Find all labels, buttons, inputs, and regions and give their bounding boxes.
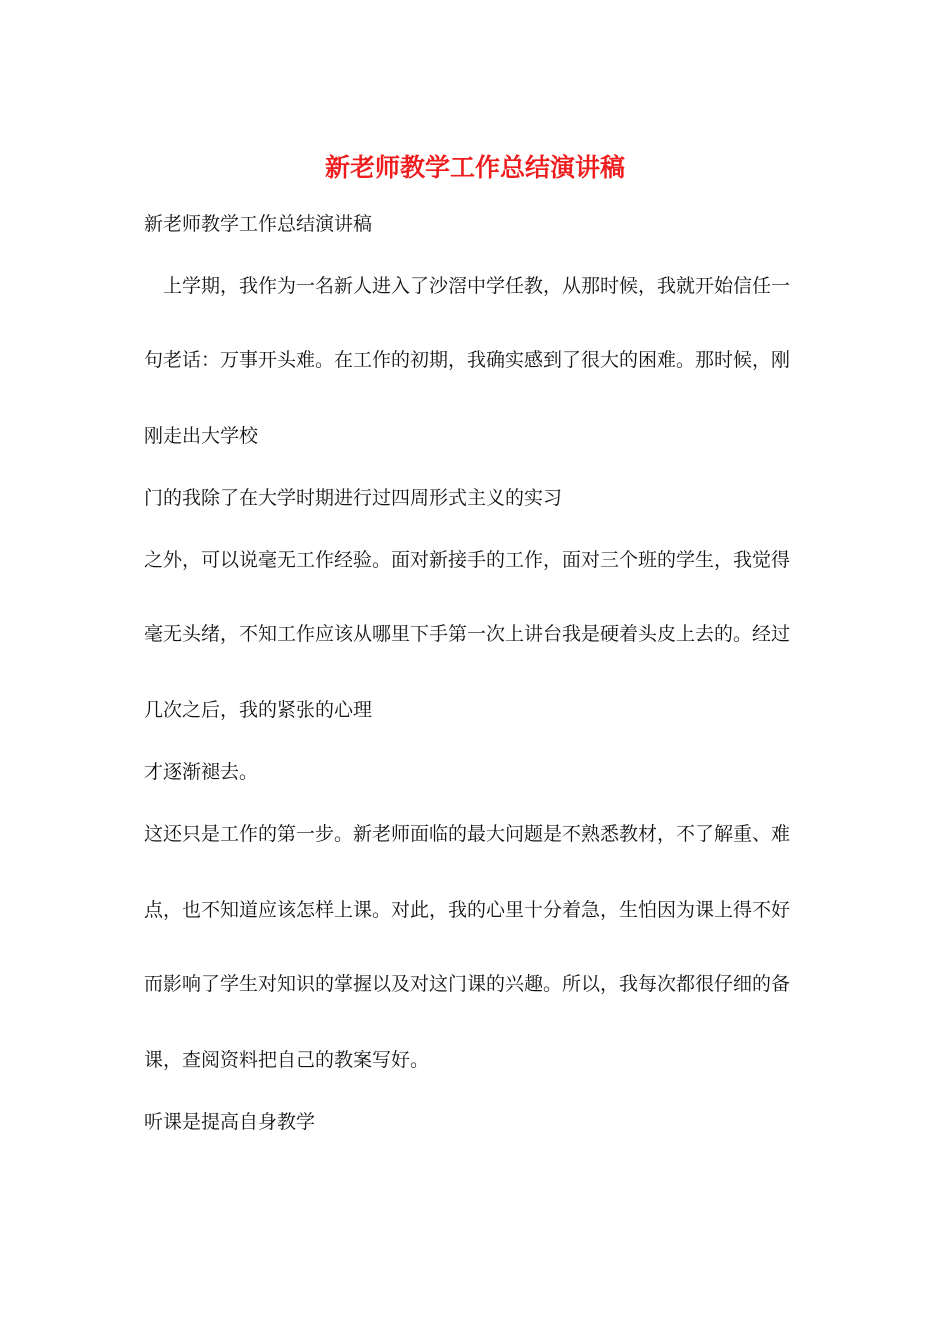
paragraph-line: 点，也不知道应该怎样上课。对此，我的心里十分着急，生怕因为课上得不好 [144, 899, 791, 921]
paragraph-line: 几次之后，我的紧张的心理 [144, 699, 373, 721]
paragraph-line: 句老话：万事开头难。在工作的初期，我确实感到了很大的困难。那时候，刚 [144, 349, 791, 371]
paragraph-line: 毫无头绪，不知工作应该从哪里下手第一次上讲台我是硬着头皮上去的。经过 [144, 623, 791, 645]
paragraph-line: 上学期，我作为一名新人进入了沙滘中学任教，从那时候，我就开始信任一 [144, 275, 791, 297]
paragraph-line: 才逐渐褪去。 [144, 761, 259, 783]
document-title: 新老师教学工作总结演讲稿 [324, 153, 625, 182]
paragraph-line: 门的我除了在大学时期进行过四周形式主义的实习 [144, 487, 563, 509]
paragraph-line: 这还只是工作的第一步。新老师面临的最大问题是不熟悉教材，不了解重、难 [144, 823, 791, 845]
paragraph-line: 而影响了学生对知识的掌握以及对这门课的兴趣。所以，我每次都很仔细的备 [144, 973, 791, 995]
paragraph-line: 课，查阅资料把自己的教案写好。 [144, 1049, 430, 1071]
paragraph-line: 刚走出大学校 [144, 425, 259, 447]
document-subtitle: 新老师教学工作总结演讲稿 [144, 213, 373, 235]
paragraph-line: 听课是提高自身教学 [144, 1111, 316, 1133]
paragraph-line: 之外，可以说毫无工作经验。面对新接手的工作，面对三个班的学生，我觉得 [144, 549, 791, 571]
